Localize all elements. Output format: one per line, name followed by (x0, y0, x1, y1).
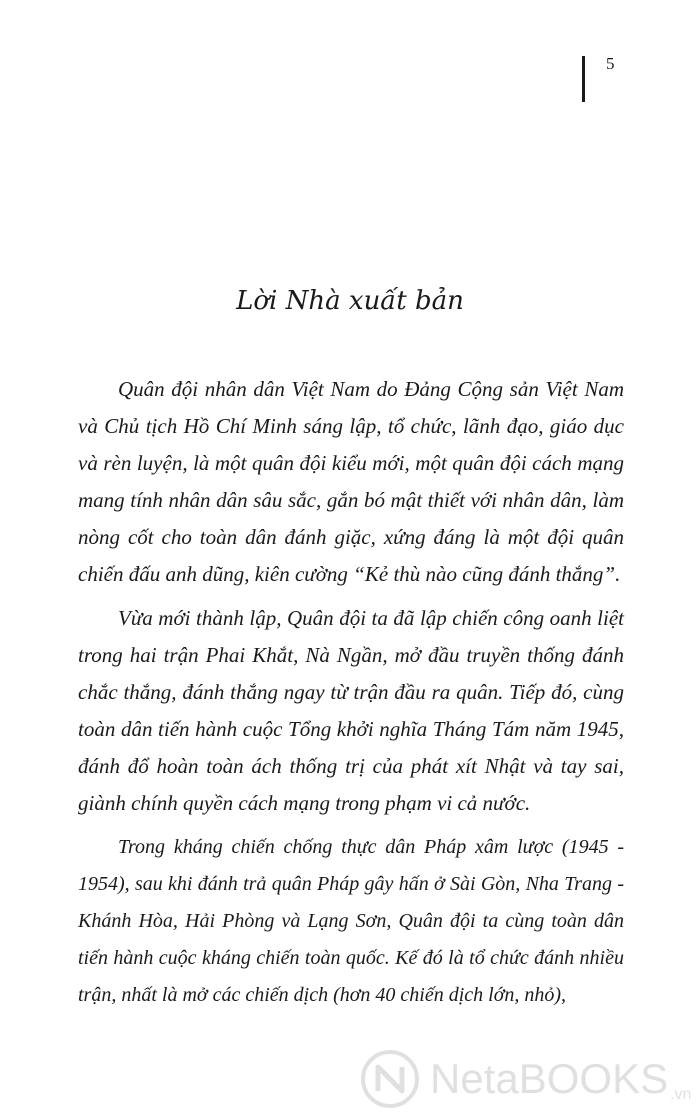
body-text (78, 371, 624, 1021)
watermark-brand: NetaBOOKS (430, 1055, 669, 1102)
page-title: Lời Nhà xuất bản (236, 286, 464, 316)
netabooks-logo-icon (360, 1049, 420, 1109)
page-number: 5 (606, 54, 615, 73)
paragraph-2: Vừa mới thành lập, Quân đội ta đã lập chiến công oanh liệt trong hai trận Phai Khắt, Nà Ngần, mở đầu truyền thống đánh chắc thắng, đánh thắng ngay từ trận đầu ra quân. Tiếp đó, cùng toàn dân tiến hành cuộc Tổng khởi nghĩa Tháng Tám năm 1945, đánh đổ hoàn toàn ách thống trị của phát xít Nhật và tay sai, giành chính quyền cách mạng trong phạm vi cả nước. (78, 606, 624, 815)
watermark-suffix: .vn (670, 1086, 692, 1103)
paragraph-1: Quân đội nhân dân Việt Nam do Đảng Cộng sản Việt Nam và Chủ tịch Hồ Chí Minh sáng lập, tổ chức, lãnh đạo, giáo dục và rèn luyện, là một quân đội kiểu mới, một quân đội cách mạng mang tính nhân dân sâu sắc, gắn bó mật thiết với nhân dân, làm nòng cốt cho toàn dân đánh giặc, xứng đáng là một đội quân chiến đấu anh dũng, kiên cường “Kẻ thù nào cũng đánh thắng”. (78, 377, 624, 586)
header-rule (582, 56, 585, 102)
watermark (360, 1040, 691, 1118)
paragraph-3: Trong kháng chiến chống thực dân Pháp xâm lược (1945 - 1954), sau khi đánh trả quân Pháp gây hấn ở Sài Gòn, Nha Trang - Khánh Hòa, Hải Phòng và Lạng Sơn, Quân đội ta cùng toàn dân tiến hành cuộc kháng chiến toàn quốc. Kế đó là tổ chức đánh nhiều trận, nhất là mở các chiến dịch (hơn 40 chiến dịch lớn, nhỏ), (78, 836, 624, 1006)
